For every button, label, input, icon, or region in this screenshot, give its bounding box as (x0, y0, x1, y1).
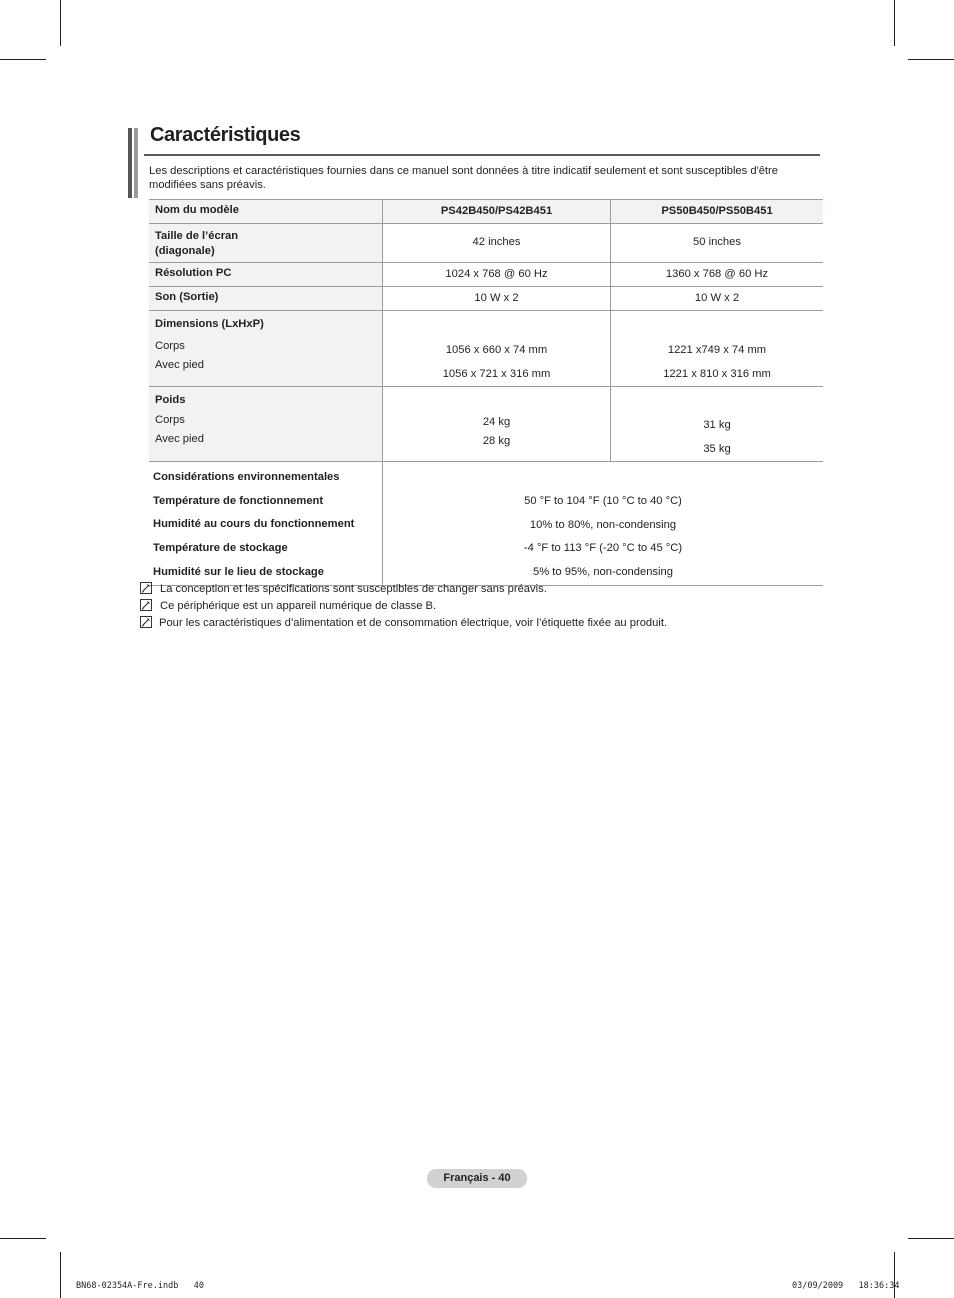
spec-table (149, 199, 823, 586)
table-cell: 10 W x 2 (611, 287, 824, 311)
cell-sublabel: Avec pied (155, 433, 204, 445)
cell-value: 24 kg (482, 416, 511, 428)
print-slug-file: BN68-02354A-Fre.indb 40 (76, 1281, 204, 1291)
title-accent-bar (134, 128, 138, 198)
cell-value: 1056 x 721 x 316 mm (442, 368, 551, 380)
print-slug-date: 03/09/2009 18:36:34 (792, 1281, 900, 1291)
crop-mark (60, 1252, 61, 1298)
crop-mark (894, 1252, 895, 1298)
cell-label: Résolution PC (155, 267, 232, 279)
cell-label: Nom du modèle (155, 204, 239, 216)
cell-value: 5% to 95%, non-condensing (533, 566, 673, 579)
table-cell (149, 224, 383, 263)
note-pencil-icon (140, 616, 152, 628)
cell-value: 35 kg (703, 443, 731, 455)
table-cell (611, 311, 824, 387)
crop-mark (60, 0, 61, 46)
note-pencil-icon (140, 599, 152, 611)
cell-sublabel: Corps (155, 413, 185, 426)
cell-sublabel: Avec pied (155, 359, 204, 371)
cell-sublabel: Corps (155, 340, 185, 352)
note-item (140, 582, 547, 595)
table-cell (383, 387, 611, 462)
page-title: Caractéristiques (150, 124, 301, 146)
note-pencil-icon (140, 582, 152, 594)
crop-mark (0, 1238, 46, 1239)
crop-mark (894, 0, 895, 46)
table-cell (383, 462, 824, 586)
table-cell (149, 287, 383, 311)
cell-label: (diagonale) (155, 245, 215, 257)
cell-label: Son (Sortie) (155, 291, 219, 303)
note-item (140, 599, 436, 612)
cell-value: 1221 x 810 x 316 mm (663, 368, 771, 380)
cell-value: 31 kg (703, 419, 731, 431)
table-cell: 1360 x 768 @ 60 Hz (611, 263, 824, 287)
intro-paragraph: Les descriptions et caractéristiques fournies dans ce manuel sont données à titre indicatif seulement et sont susceptibles d'être modifiées sans préavis. (149, 165, 778, 191)
table-row (149, 387, 823, 462)
table-row (149, 224, 823, 263)
note-text: Ce périphérique est un appareil numérique de classe B. (160, 600, 437, 612)
table-header-model1: PS42B450/PS42B451 (383, 200, 611, 224)
cell-value: 1221 x749 x 74 mm (667, 344, 767, 356)
crop-mark (0, 59, 46, 60)
cell-value: 28 kg (482, 435, 511, 447)
table-row (149, 263, 823, 287)
table-cell (149, 263, 383, 287)
table-cell: 1024 x 768 @ 60 Hz (383, 263, 611, 287)
cell-label: Dimensions (LxHxP) (155, 318, 264, 330)
table-cell: 42 inches (383, 224, 611, 263)
cell-value: 10% to 80%, non-condensing (529, 518, 677, 531)
cell-label: Humidité sur le lieu de stockage (153, 565, 324, 578)
table-cell (611, 387, 824, 462)
cell-value: 50 °F to 104 °F (10 °C to 40 °C) (524, 495, 682, 507)
table-cell: 10 W x 2 (383, 287, 611, 311)
cell-label: Considérations environnementales (153, 471, 340, 483)
table-row (149, 311, 823, 387)
title-accent-bar (128, 128, 132, 198)
cell-label: Taille de l’écran (155, 230, 239, 242)
note-text: La conception et les spécifications sont susceptibles de changer sans préavis. (160, 583, 547, 595)
table-cell (149, 462, 383, 586)
note-text: Pour les caractéristiques d’alimentation et de consommation électrique, voir l’étiquette fixée au produit. (159, 617, 668, 629)
cell-label: Poids (155, 394, 186, 406)
cell-label: Température de stockage (153, 542, 288, 555)
crop-mark (908, 59, 954, 60)
cell-value: 1056 x 660 x 74 mm (445, 344, 548, 356)
title-divider (144, 154, 820, 156)
table-cell (149, 200, 383, 224)
table-cell (383, 311, 611, 387)
table-cell: 50 inches (611, 224, 824, 263)
cell-value: -4 °F to 113 °F (-20 °C to 45 °C) (523, 542, 683, 555)
note-item (140, 616, 667, 629)
crop-mark (908, 1238, 954, 1239)
table-cell (149, 387, 383, 462)
cell-label: Température de fonctionnement (153, 494, 324, 507)
table-row (149, 287, 823, 311)
table-row (149, 200, 823, 224)
table-row (149, 462, 823, 586)
table-cell (149, 311, 383, 387)
cell-label: Humidité au cours du fonctionnement (153, 518, 355, 531)
page-number-badge: Français - 40 (427, 1169, 527, 1188)
table-header-model2: PS50B450/PS50B451 (611, 200, 824, 224)
